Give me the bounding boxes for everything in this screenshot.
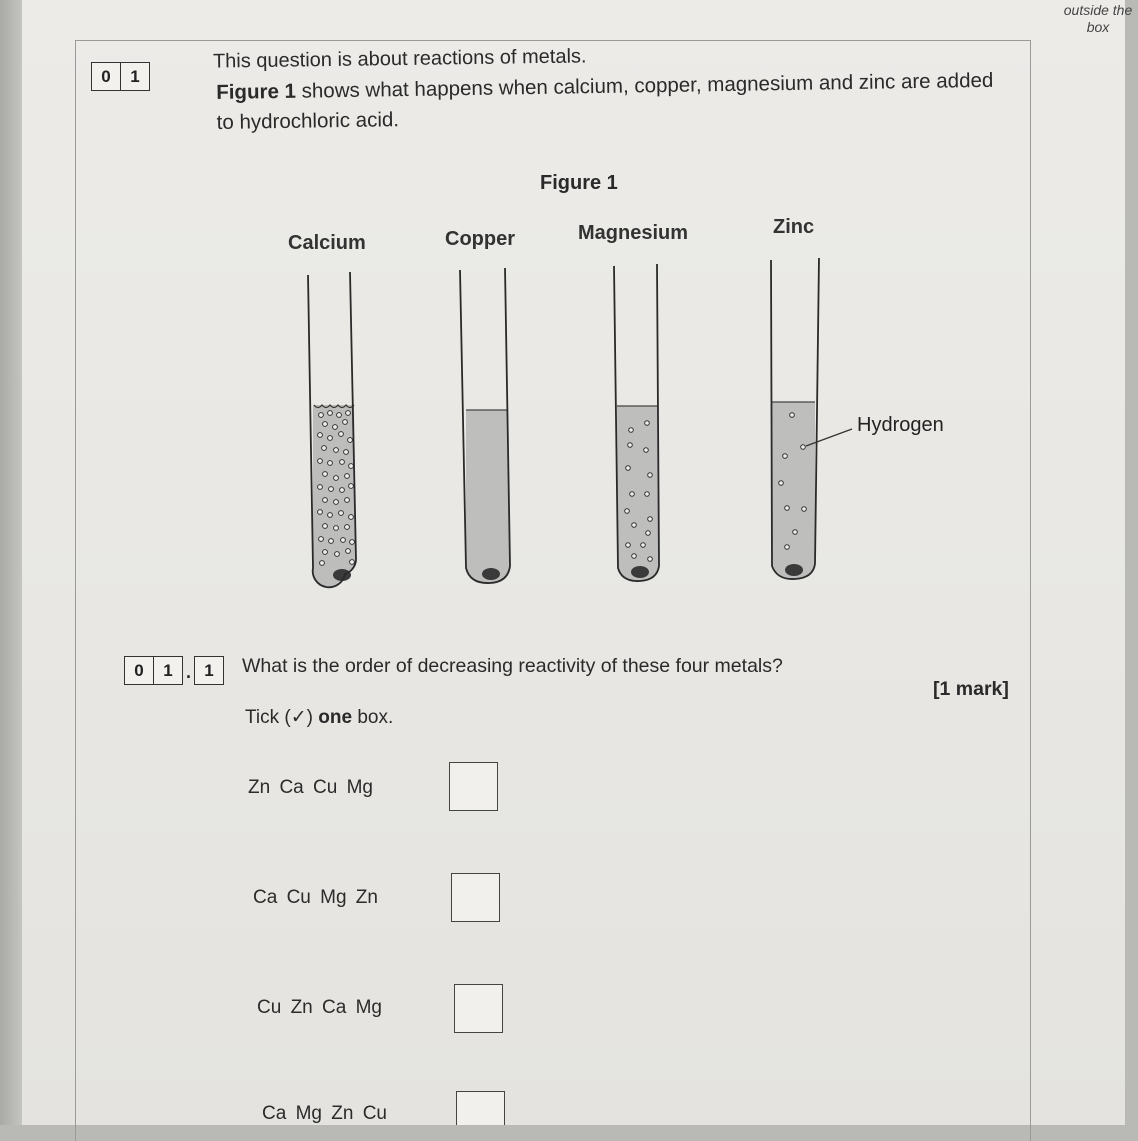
subquestion-part-box bbox=[194, 656, 224, 685]
magnesium-metal-piece bbox=[631, 566, 649, 578]
option-tick-box[interactable] bbox=[456, 1091, 505, 1125]
figure-ref: Figure 1 bbox=[216, 79, 297, 104]
subquestion-digit: 0 bbox=[134, 660, 144, 680]
option-label: Zn Ca Cu Mg bbox=[248, 777, 373, 798]
marks-label: [1 mark] bbox=[933, 678, 1009, 700]
calcium-metal-piece bbox=[333, 569, 351, 581]
tube-label-zinc: Zinc bbox=[773, 216, 815, 238]
test-tube-magnesium bbox=[614, 264, 659, 581]
option-label: Cu Zn Ca Mg bbox=[257, 997, 382, 1018]
instruction-prefix: Tick (✓) bbox=[245, 707, 319, 728]
figure-text: shows what happens when calcium, copper, magnesium and zinc are added bbox=[295, 68, 994, 103]
test-tube-calcium bbox=[308, 272, 356, 587]
instruction-suffix: box. bbox=[352, 707, 394, 728]
copper-metal-piece bbox=[482, 568, 500, 580]
figure-title: Figure 1 bbox=[540, 172, 618, 194]
instruction-bold: one bbox=[318, 707, 353, 728]
question-digit: 0 bbox=[101, 66, 111, 86]
subquestion-digit: 1 bbox=[204, 660, 214, 680]
figure-text-line2: to hydrochloric acid. bbox=[216, 108, 400, 134]
test-tube-copper bbox=[460, 268, 510, 583]
subquestion-separator: . bbox=[186, 662, 192, 682]
hydrogen-label: Hydrogen bbox=[857, 414, 944, 436]
option-label: Ca Mg Zn Cu bbox=[262, 1103, 387, 1124]
subquestion-number-box bbox=[124, 656, 183, 685]
option-tick-box[interactable] bbox=[449, 762, 498, 811]
zinc-metal-piece bbox=[785, 564, 803, 576]
tick-instruction bbox=[245, 706, 393, 729]
tube-label-magnesium: Magnesium bbox=[578, 222, 689, 244]
question-intro: This question is about reactions of metals. bbox=[212, 45, 587, 73]
option-label: Ca Cu Mg Zn bbox=[253, 887, 378, 908]
option-tick-box[interactable] bbox=[451, 873, 500, 922]
subquestion-digit: 1 bbox=[153, 657, 182, 684]
outside-box-label: outside the box bbox=[1063, 2, 1133, 35]
test-tube-zinc bbox=[771, 258, 819, 579]
subquestion-text: What is the order of decreasing reactivity of these four metals? bbox=[242, 655, 783, 677]
option-tick-box[interactable] bbox=[454, 984, 503, 1033]
question-digit: 1 bbox=[120, 63, 149, 90]
tube-label-copper: Copper bbox=[445, 228, 515, 250]
tube-label-calcium: Calcium bbox=[288, 232, 366, 254]
